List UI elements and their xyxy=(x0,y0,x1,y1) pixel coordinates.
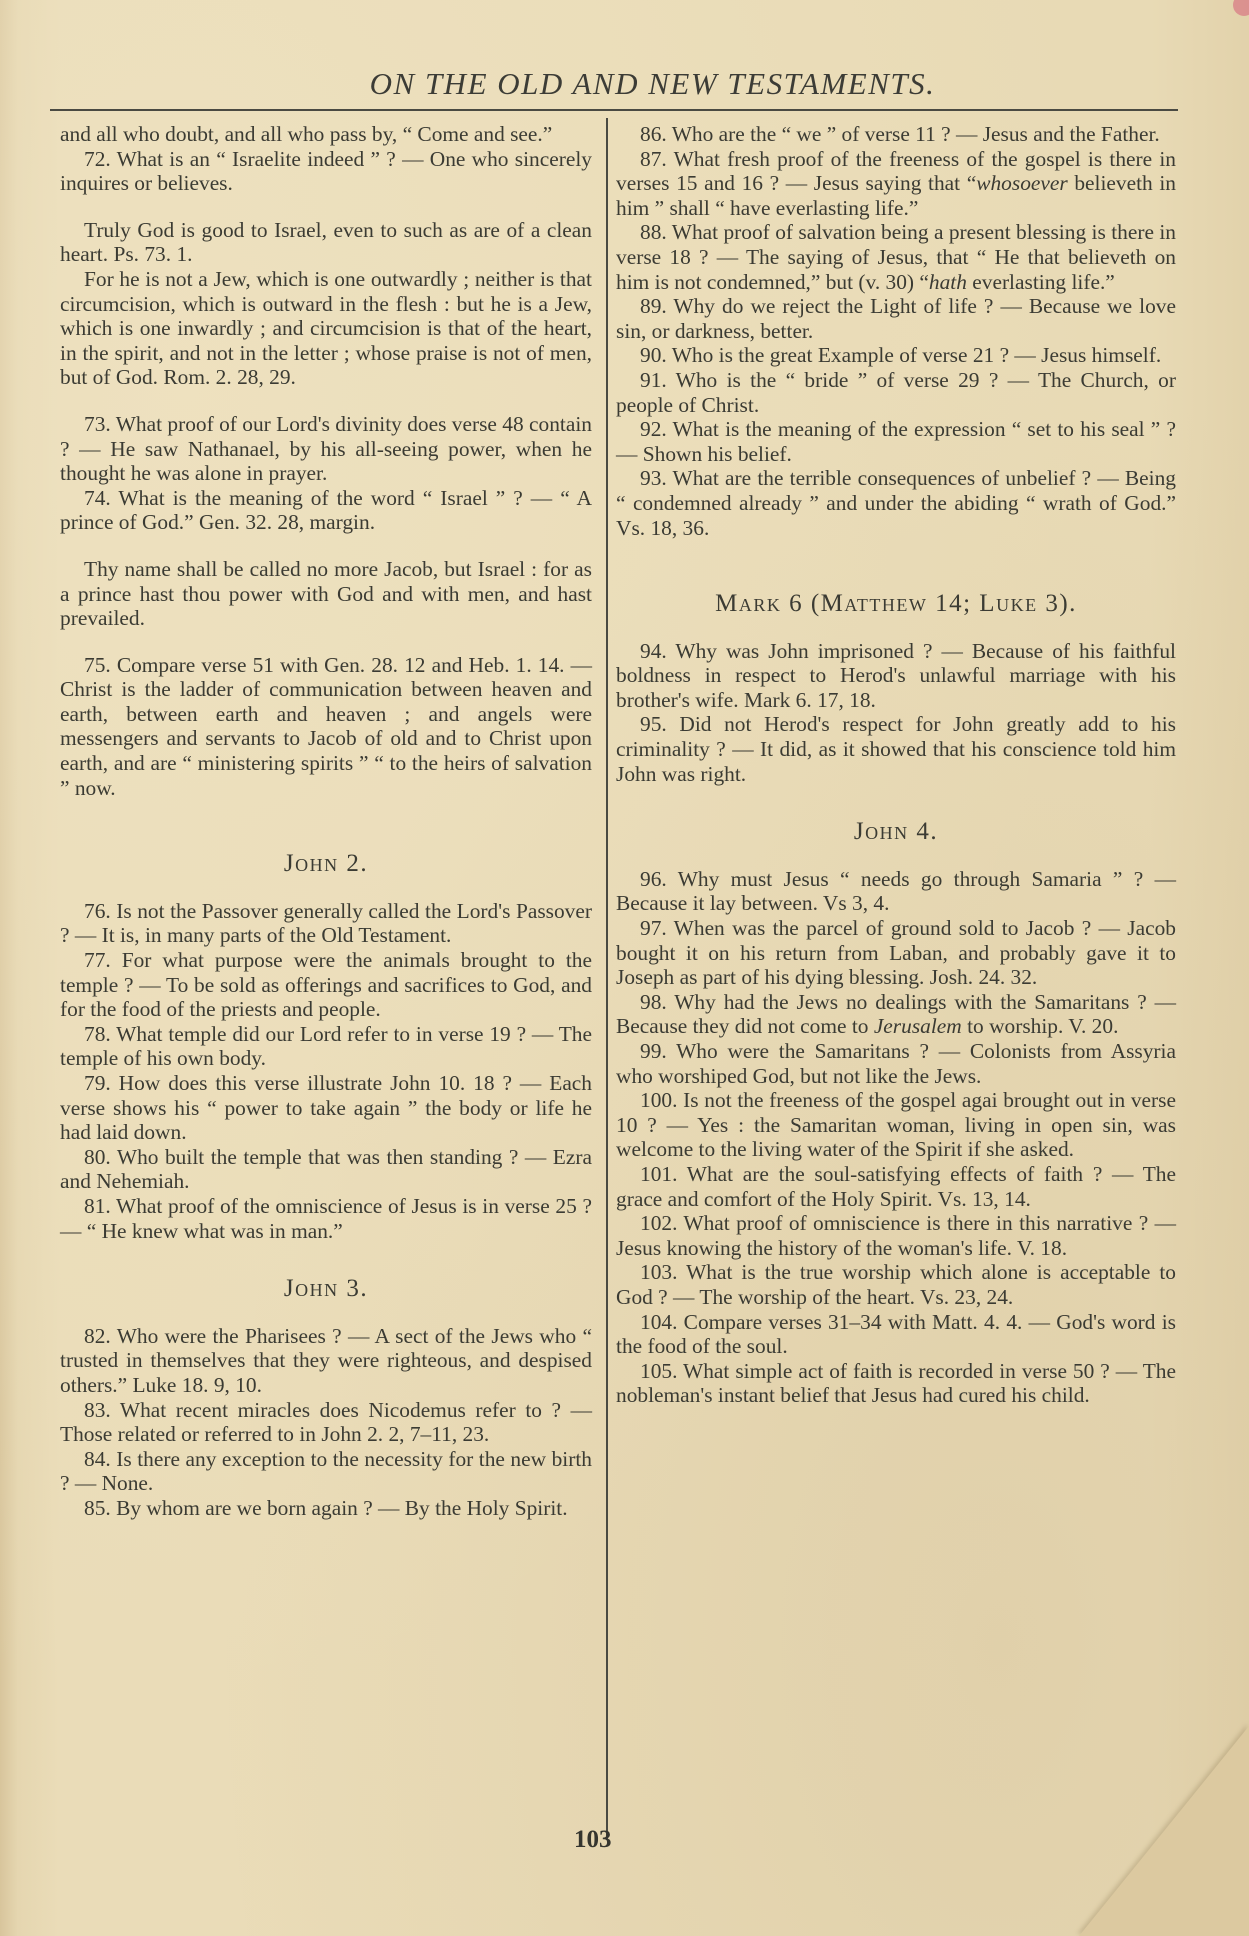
question-82: 82. Who were the Pharisees ? — A sect of the Jews who “ trusted in themselves that they were righteous, and despised others.” Luke 18. 9, 10. xyxy=(60,1323,592,1397)
question-91: 91. Who is the “ bride ” of verse 29 ? — The Church, or people of Christ. xyxy=(616,367,1176,417)
question-99: 99. Who were the Samaritans ? — Colonists from Assyria who worshiped God, but not like the Jews. xyxy=(616,1039,1176,1088)
scripture-quote: For he is not a Jew, which is one outwardly ; neither is that circumcision, which is outward in the flesh : but he is a Jew, which is one inwardly ; and circumcision is that of the heart, in the spirit, and not in the letter ; whose praise is not of men, but of God. Rom. 2. 28, 29. xyxy=(60,266,592,390)
question-80: 80. Who built the temple that was then standing ? — Ezra and Nehemiah. xyxy=(60,1144,592,1194)
question-87 xyxy=(616,147,1176,221)
question-78: 78. What temple did our Lord refer to in verse 19 ? — The temple of his own body. xyxy=(60,1021,592,1071)
question-81: 81. What proof of the omniscience of Jesus is in verse 25 ? — “ He knew what was in man.” xyxy=(60,1193,592,1243)
question-92: 92. What is the meaning of the expression “ set to his seal ” ? — Shown his belief. xyxy=(616,417,1176,466)
question-103: 103. What is the true worship which alone is acceptable to God ? — The worship of the heart. Vs. 23, 24. xyxy=(616,1260,1176,1309)
corner-stain xyxy=(1233,0,1249,16)
section-heading-john-2: John 2. xyxy=(283,850,369,878)
question-95: 95. Did not Herod's respect for John greatly add to his criminality ? — It did, as it showed that his conscience told him John was right. xyxy=(616,712,1176,786)
question-87-text-end: believeth in him ” shall “ have everlasting life.” xyxy=(616,171,1177,220)
question-89: 89. Why do we reject the Light of life ? — Because we love sin, or darkness, better. xyxy=(616,294,1176,343)
question-88-text-end: everlasting life.” xyxy=(966,269,1115,294)
continuation-text: and all who doubt, and all who pass by, “ Come and see.” xyxy=(60,122,553,146)
question-88-emphasis: hath xyxy=(928,269,967,294)
column-divider xyxy=(606,118,608,1840)
question-97: 97. When was the parcel of ground sold to Jacob ? — Jacob bought it on his return from Laban, and probably gave it to Joseph as part of his dying blessing. Josh. 24. 32. xyxy=(616,916,1176,990)
section-heading-mark-6: Mark 6 (Matthew 14; Luke 3). xyxy=(715,590,1077,618)
question-101: 101. What are the soul-satisfying effects of faith ? — The grace and comfort of the Holy Spirit. Vs. 13, 14. xyxy=(616,1161,1176,1211)
question-93: 93. What are the terrible consequences of unbelief ? — Being “ condemned already ” and under the abiding “ wrath of God.” Vs. 18, 36. xyxy=(616,466,1176,540)
question-88-text: 88. What proof of salvation being a present blessing is there in verse 18 ? — The saying of Jesus, that “ He that believeth on him is not condemned,” but (v. 30) “ xyxy=(616,220,1176,294)
scripture-quote: Truly God is good to Israel, even to such as are of a clean heart. Ps. 73. 1. xyxy=(60,217,592,267)
question-74: 74. What is the meaning of the word “ Israel ” ? — “ A prince of God.” Gen. 32. 28, margin. xyxy=(60,485,592,535)
question-87-emphasis: whosoever xyxy=(976,171,1068,196)
question-87-text: 87. What fresh proof of the freeness of the gospel is there in verses 15 and 16 ? — Jesus saying that “ xyxy=(616,146,1176,196)
question-77: 77. For what purpose were the animals brought to the temple ? — To be sold as offerings and sacrifices to God, and for the food of the priests and people. xyxy=(60,948,592,1022)
question-85: 85. By whom are we born again ? — By the Holy Spirit. xyxy=(84,1495,568,1520)
page-fold-corner xyxy=(1079,1726,1249,1936)
question-98-text-end: to worship. V. 20. xyxy=(961,1014,1119,1039)
question-98-emphasis: Jerusalem xyxy=(873,1014,962,1039)
question-83: 83. What recent miracles does Nicodemus refer to ? — Those related or referred to in John 2. 2, 7–11, 23. xyxy=(60,1397,592,1447)
running-head: ON THE OLD AND NEW TESTAMENTS. xyxy=(369,66,936,101)
question-105: 105. What simple act of faith is recorded in verse 50 ? — The nobleman's instant belief that Jesus had cured his child. xyxy=(616,1358,1176,1408)
section-heading-john-4: John 4. xyxy=(853,818,939,846)
question-86: 86. Who are the “ we ” of verse 11 ? — Jesus and the Father. xyxy=(640,122,1160,146)
question-102: 102. What proof of omniscience is there in this narrative ? — Jesus knowing the history of the woman's life. V. 18. xyxy=(616,1211,1176,1260)
question-98-text: 98. Why had the Jews no dealings with the Samaritans ? — Because they did not come to xyxy=(616,989,1176,1039)
question-94: 94. Why was John imprisoned ? — Because of his faithful boldness in respect to Herod's unlawful marriage with his brother's wife. Mark 6. 17, 18. xyxy=(616,638,1176,712)
scripture-quote: Thy name shall be called no more Jacob, but Israel : for as a prince hast thou power with God and with men, and hast prevailed. xyxy=(60,556,592,631)
question-75: 75. Compare verse 51 with Gen. 28. 12 and Heb. 1. 14. — Christ is the ladder of communication between heaven and earth, between earth and heaven ; and angels were messengers and servants to Jacob of old and to Christ upon earth, and are “ ministering spirits ” “ to the heirs of salvation ” now. xyxy=(60,652,592,800)
question-90: 90. Who is the great Example of verse 21 ? — Jesus himself. xyxy=(640,343,1162,368)
question-98 xyxy=(616,990,1176,1039)
question-100: 100. Is not the freeness of the gospel agai brought out in verse 10 ? — Yes : the Samaritan woman, living in open sin, was welcome to the living water of the Spirit if she asked. xyxy=(616,1088,1176,1162)
section-heading-john-3: John 3. xyxy=(283,1275,369,1303)
header-rule xyxy=(50,109,1178,111)
question-76: 76. Is not the Passover generally called the Lord's Passover ? — It is, in many parts of the Old Testament. xyxy=(60,898,592,948)
left-column xyxy=(60,122,592,1521)
question-84: 84. Is there any exception to the necessity for the new birth ? — None. xyxy=(60,1446,592,1496)
right-column xyxy=(616,122,1176,1408)
question-79: 79. How does this verse illustrate John 10. 18 ? — Each verse shows his “ power to take again ” the body or life he had laid down. xyxy=(60,1071,592,1145)
question-88 xyxy=(616,220,1176,294)
question-72: 72. What is an “ Israelite indeed ” ? — One who sincerely inquires or believes. xyxy=(60,146,592,196)
question-96: 96. Why must Jesus “ needs go through Samaria ” ? — Because it lay between. Vs 3, 4. xyxy=(616,866,1176,916)
page-number: 103 xyxy=(574,1826,612,1853)
question-104: 104. Compare verses 31–34 with Matt. 4. 4. — God's word is the food of the soul. xyxy=(616,1309,1176,1359)
question-73: 73. What proof of our Lord's divinity does verse 48 contain ? — He saw Nathanael, by his all-seeing power, when he thought he was alone in prayer. xyxy=(60,411,592,486)
